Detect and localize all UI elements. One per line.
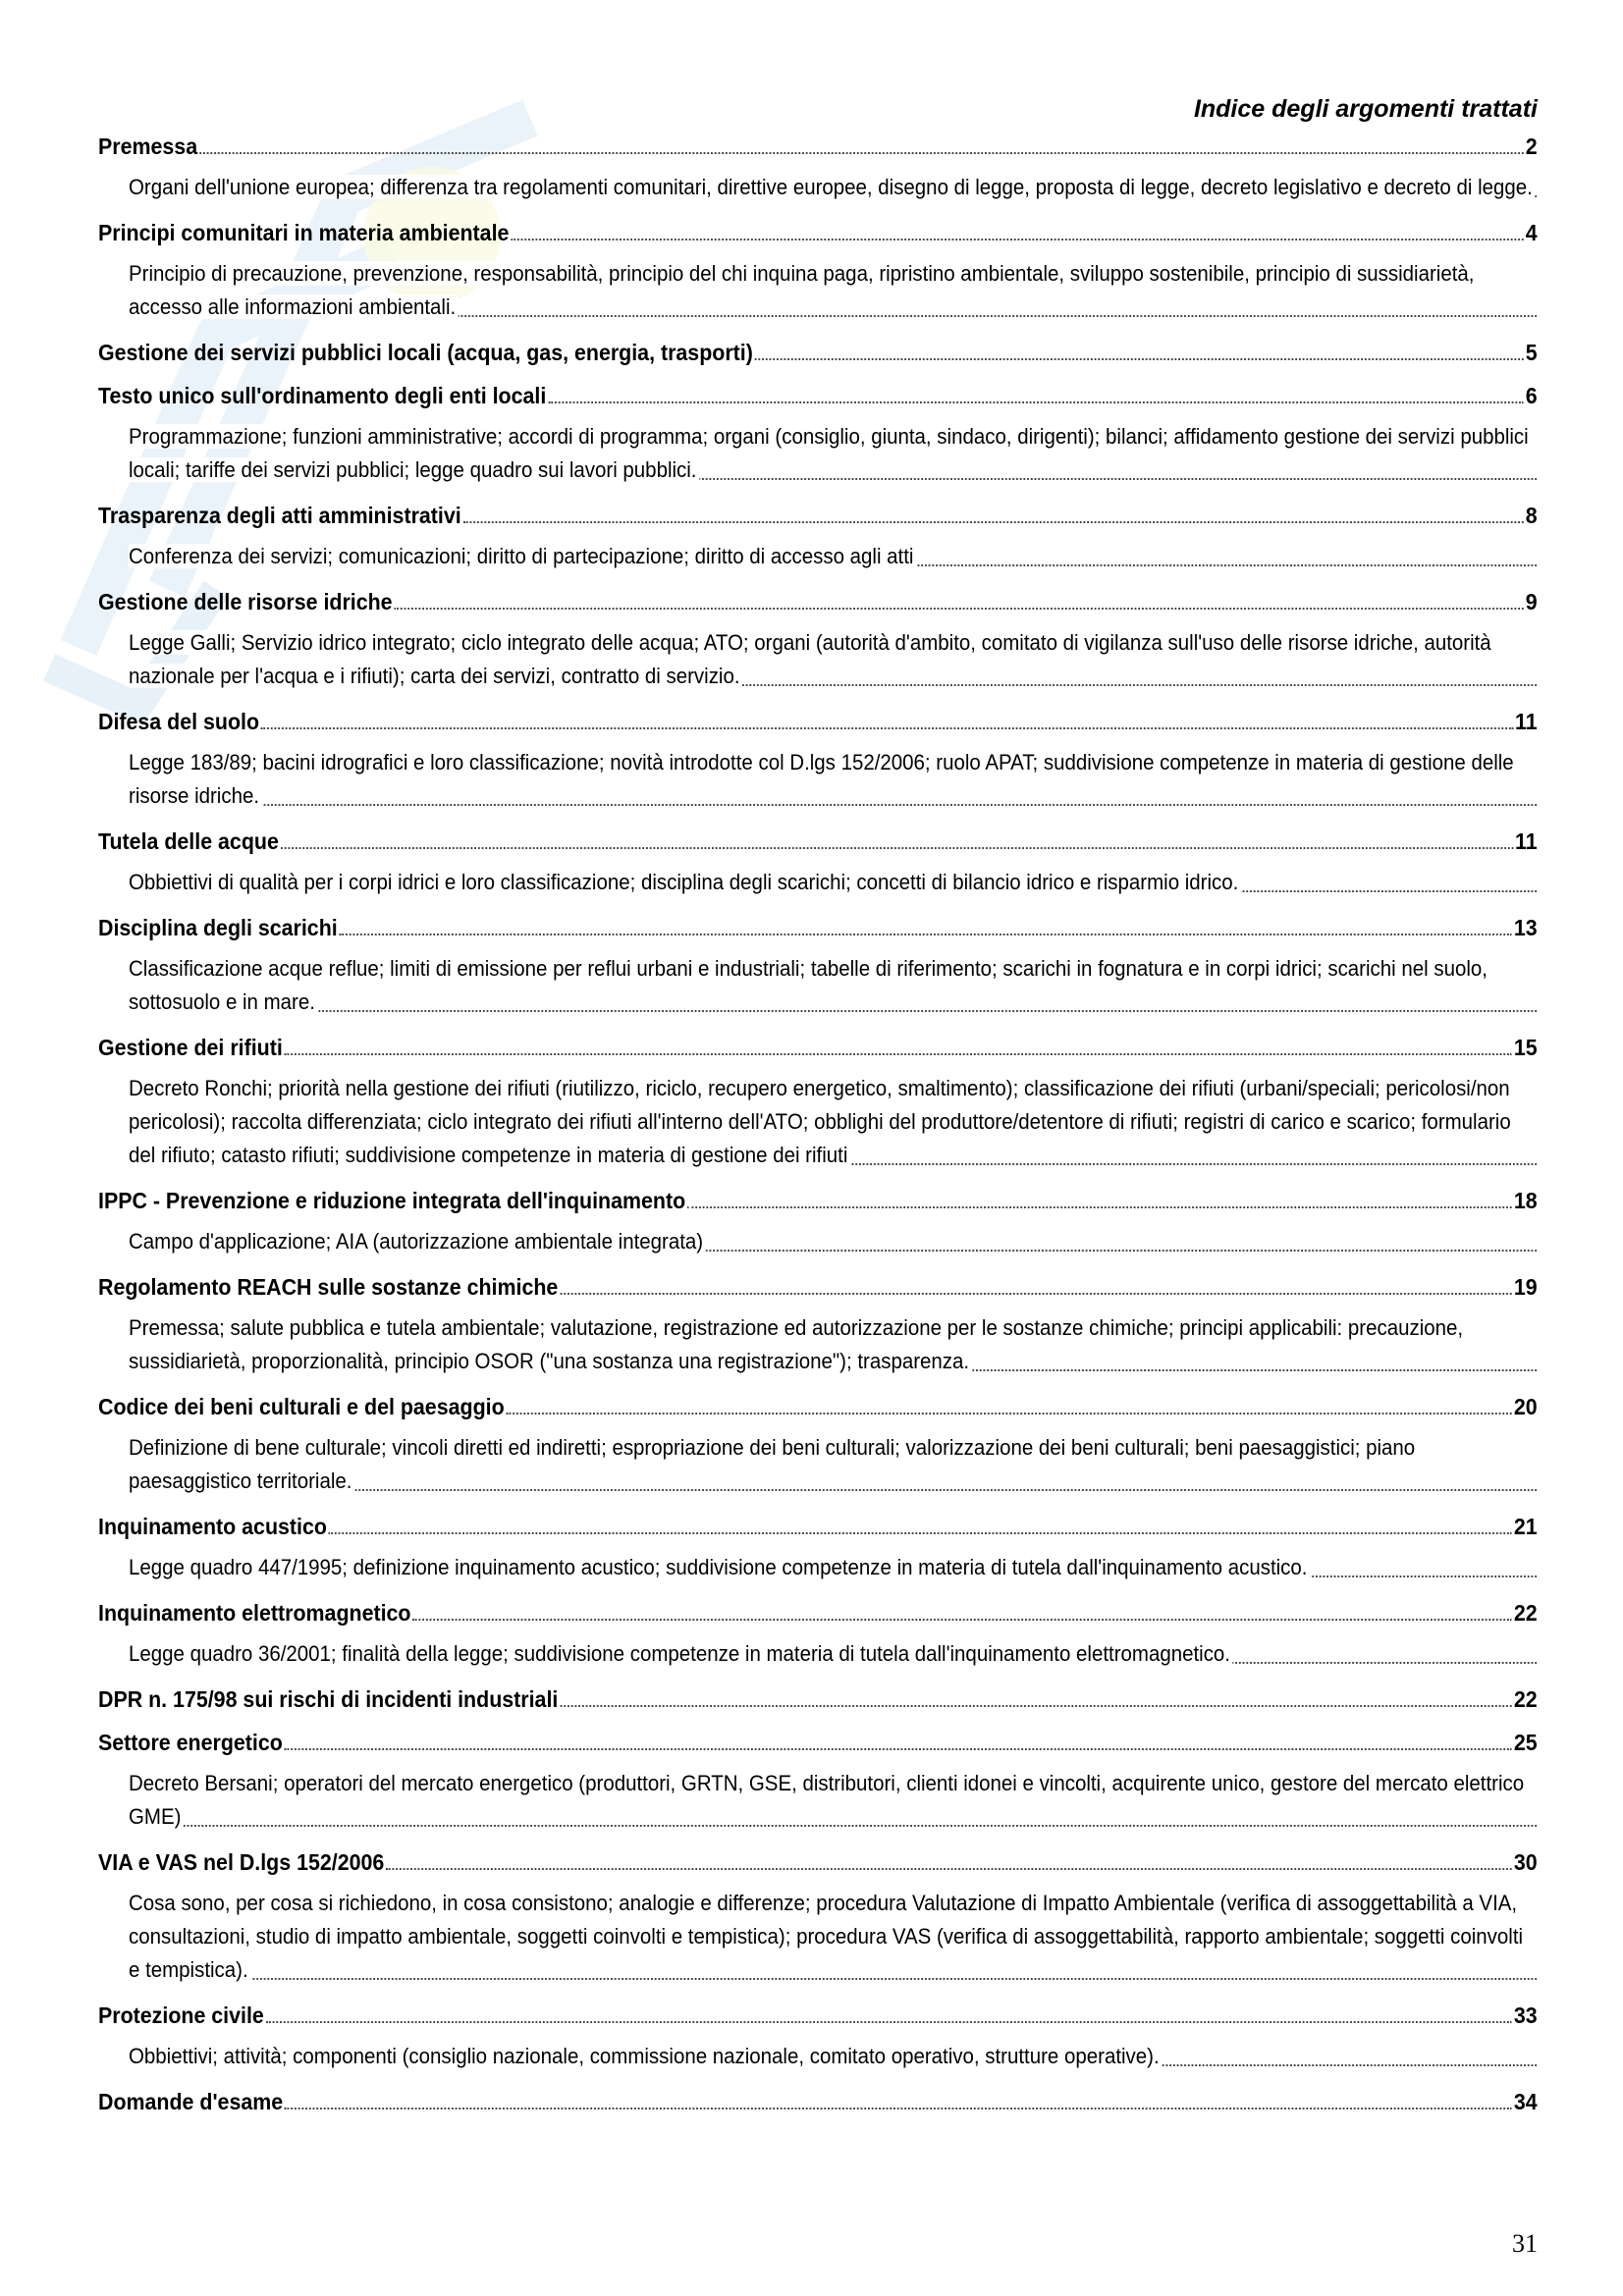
- dot-leader: [285, 1748, 1512, 1750]
- toc-heading[interactable]: [98, 338, 1538, 367]
- toc-description: [129, 1072, 1537, 1172]
- toc-description-text: Premessa; salute pubblica e tutela ambientale; valutazione, registrazione ed autorizzazione per le sostanze chimiche; principi applicabili: precauzione, sussidiarietà, proporzionalità, principio OSOR ("una sostanza una registrazione"); trasparenza.: [129, 1315, 1464, 1373]
- toc-heading[interactable]: [98, 1272, 1538, 1302]
- toc-heading-text: Inquinamento elettromagnetico: [98, 1600, 411, 1626]
- toc-description: [129, 257, 1537, 324]
- toc-heading-text: Gestione delle risorse idriche: [98, 589, 393, 614]
- toc-heading-text: Inquinamento acustico: [98, 1514, 327, 1539]
- toc-description: [129, 1311, 1537, 1378]
- toc-description-text: Principio di precauzione, prevenzione, responsabilità, principio del chi inquina paga, ripristino ambientale, sviluppo sostenibile, principio di sussidiarietà, accesso alle informazioni ambientali.: [129, 261, 1475, 319]
- table-of-contents: [98, 132, 1538, 2130]
- page-number: 31: [1512, 2229, 1538, 2258]
- toc-heading[interactable]: [98, 1392, 1538, 1421]
- toc-description-text: Organi dell'unione europea; differenza tra regolamenti comunitari, direttive europee, disegno di legge, proposta di legge, decreto legislativo e decreto di legge.: [129, 175, 1536, 199]
- toc-entry: [98, 827, 1538, 899]
- toc-description-text: Classificazione acque reflue; limiti di emissione per reflui urbani e industriali; tabelle di riferimento; scarichi in fognatura e in corpi idrici; scarichi nel suolo, sottosuolo e in mare.: [129, 956, 1488, 1014]
- toc-description-text: Conferenza dei servizi; comunicazioni; diritto di partecipazione; diritto di accesso agli atti: [129, 544, 916, 568]
- toc-description: [129, 171, 1537, 204]
- toc-entry: [98, 1186, 1538, 1258]
- dot-leader: [199, 152, 1524, 154]
- toc-description: [129, 1551, 1537, 1584]
- toc-page-number: 5: [1525, 340, 1538, 365]
- toc-description: [129, 1225, 1537, 1258]
- dot-leader: [412, 1619, 1512, 1621]
- dot-leader: [329, 1532, 1512, 1534]
- toc-heading[interactable]: [98, 913, 1538, 942]
- toc-heading-text: Settore energetico: [98, 1730, 283, 1755]
- toc-heading-text: Premessa: [98, 133, 198, 159]
- toc-description-text: Legge quadro 36/2001; finalità della legge; suddivisione competenze in materia di tutela dall'inquinamento elettromagnetico.: [129, 1641, 1233, 1666]
- toc-heading[interactable]: [98, 587, 1538, 616]
- toc-page-number: 25: [1513, 1730, 1538, 1755]
- toc-description: [129, 746, 1537, 813]
- toc-heading-text: Difesa del suolo: [98, 709, 260, 734]
- toc-page-number: 22: [1513, 1686, 1538, 1712]
- toc-entry: [98, 1392, 1538, 1498]
- toc-description-text: Legge 183/89; bacini idrografici e loro classificazione; novità introdotte col D.lgs 152/2006; ruolo APAT; suddivisione competenze in materia di gestione delle risorse idriche.: [129, 750, 1514, 808]
- toc-entry: [98, 913, 1538, 1019]
- dot-leader: [560, 1293, 1512, 1295]
- toc-heading[interactable]: [98, 501, 1538, 530]
- toc-page-number: 2: [1525, 133, 1538, 159]
- dot-leader: [266, 2021, 1512, 2023]
- dot-leader: [285, 1053, 1512, 1055]
- toc-entry: [98, 1272, 1538, 1378]
- toc-description-text: Legge quadro 447/1995; definizione inquinamento acustico; suddivisione competenze in materia di tutela dall'inquinamento acustico.: [129, 1555, 1310, 1579]
- toc-heading[interactable]: [98, 1684, 1538, 1714]
- toc-description: [129, 420, 1537, 487]
- toc-heading-text: Disciplina degli scarichi: [98, 915, 338, 940]
- toc-page-number: 11: [1514, 709, 1538, 734]
- dot-leader: [463, 521, 1524, 523]
- toc-heading-text: DPR n. 175/98 sui rischi di incidenti industriali: [98, 1686, 559, 1712]
- toc-heading[interactable]: [98, 1847, 1538, 1877]
- toc-description: [129, 866, 1537, 899]
- toc-page-number: 33: [1513, 2002, 1538, 2028]
- toc-heading-text: Regolamento REACH sulle sostanze chimiche: [98, 1274, 559, 1300]
- toc-description: [129, 1637, 1537, 1671]
- toc-description-text: Cosa sono, per cosa si richiedono, in cosa consistono; analogie e differenze; procedura Valutazione di Impatto Ambientale (verifica di assoggettabilità a VIA, consultazioni, studio di impatto ambientale, soggetti coinvolti e tempistica); procedura VAS (verifica di assoggettabilità, rapporto ambientale; soggetti coinvolti e tempistica).: [129, 1891, 1524, 1982]
- toc-heading[interactable]: [98, 1033, 1538, 1062]
- toc-page-number: 6: [1525, 383, 1538, 408]
- toc-page-number: 20: [1513, 1394, 1538, 1419]
- toc-entry: [98, 1728, 1538, 1834]
- toc-heading-text: Gestione dei rifiuti: [98, 1035, 283, 1060]
- toc-page-number: 34: [1513, 2089, 1538, 2114]
- toc-heading[interactable]: [98, 1598, 1538, 1628]
- dot-leader: [394, 608, 1523, 610]
- dot-leader: [560, 1705, 1512, 1707]
- dot-leader: [340, 934, 1512, 935]
- dot-leader: [281, 847, 1513, 849]
- toc-page-number: 18: [1513, 1188, 1538, 1213]
- toc-description-text: Campo d'applicazione; AIA (autorizzazione ambientale integrata): [129, 1229, 706, 1254]
- toc-heading-text: Codice dei beni culturali e del paesaggio: [98, 1394, 505, 1419]
- toc-description-text: Programmazione; funzioni amministrative; accordi di programma; organi (consiglio, giunta, sindaco, dirigenti); bilanci; affidamento gestione dei servizi pubblici locali; tariffe dei servizi pubblici; legge quadro sui lavori pubblici.: [129, 424, 1529, 482]
- toc-heading[interactable]: [98, 1728, 1538, 1757]
- toc-page-number: 15: [1513, 1035, 1538, 1060]
- toc-heading[interactable]: [98, 218, 1538, 247]
- dot-leader: [507, 1413, 1512, 1415]
- toc-heading-text: VIA e VAS nel D.lgs 152/2006: [98, 1849, 385, 1875]
- toc-description: [129, 1431, 1537, 1498]
- toc-entry: [98, 1512, 1538, 1584]
- toc-description-text: Definizione di bene culturale; vincoli diretti ed indiretti; espropriazione dei beni culturali; valorizzazione dei beni culturali; beni paesaggistici; piano paesaggistico territoriale.: [129, 1435, 1416, 1493]
- toc-heading[interactable]: [98, 1512, 1538, 1541]
- toc-description: [129, 2040, 1537, 2073]
- toc-description-text: Obbiettivi di qualità per i corpi idrici e loro classificazione; disciplina degli scarichi; concetti di bilancio idrico e risparmio idrico.: [129, 870, 1241, 894]
- toc-page-number: 9: [1525, 589, 1538, 614]
- toc-page-number: 30: [1513, 1849, 1538, 1875]
- toc-heading[interactable]: [98, 707, 1538, 736]
- toc-entry: [98, 501, 1538, 573]
- toc-entry: [98, 1847, 1538, 1987]
- toc-heading-text: Protezione civile: [98, 2002, 264, 2028]
- toc-entry: [98, 1033, 1538, 1172]
- dot-leader: [755, 358, 1524, 360]
- toc-heading[interactable]: [98, 2001, 1538, 2030]
- toc-description-text: Decreto Bersani; operatori del mercato energetico (produttori, GRTN, GSE, distributori, clienti idonei e vincolti, acquirente unico, gestore del mercato elettrico GME): [129, 1771, 1525, 1829]
- toc-entry: [98, 2001, 1538, 2073]
- toc-description: [129, 952, 1537, 1019]
- toc-entry: [98, 132, 1538, 204]
- toc-heading-text: Tutela delle acque: [98, 828, 279, 854]
- toc-heading-text: Trasparenza degli atti amministrativi: [98, 503, 461, 528]
- toc-page-number: 11: [1514, 828, 1538, 854]
- toc-page-number: 4: [1525, 220, 1538, 245]
- toc-description-text: Legge Galli; Servizio idrico integrato; ciclo integrato delle acqua; ATO; organi (autorità d'ambito, comitato di vigilanza sull'uso delle risorse idriche, autorità nazionale per l'acqua e i rifiuti); carta dei servizi, contratto di servizio.: [129, 630, 1491, 688]
- toc-page-number: 13: [1513, 915, 1538, 940]
- toc-description-text: Decreto Ronchi; priorità nella gestione dei rifiuti (riutilizzo, riciclo, recupero energetico, smaltimento); classificazione dei rifiuti (urbani/speciali; pericolosi/non pericolosi); raccolta differenziata; ciclo integrato dei rifiuti all'interno dell'ATO; obblighi del produttore/detentore di rifiuti; registri di carico e scarico; formulario del rifiuto; catasto rifiuti; suddivisione competenze in materia di gestione dei rifiuti: [129, 1076, 1511, 1167]
- page-title: Indice degli argomenti trattati: [1193, 95, 1538, 123]
- toc-entry: [98, 381, 1538, 487]
- toc-page-number: 21: [1513, 1514, 1538, 1539]
- dot-leader: [386, 1868, 1512, 1870]
- dot-leader: [511, 239, 1524, 240]
- dot-leader: [285, 2108, 1512, 2109]
- toc-heading-text: IPPC - Prevenzione e riduzione integrata dell'inquinamento: [98, 1188, 686, 1213]
- dot-leader: [687, 1206, 1512, 1208]
- toc-entry: [98, 218, 1538, 324]
- toc-page-number: 19: [1513, 1274, 1538, 1300]
- toc-description: [129, 626, 1537, 693]
- toc-description-text: Obbiettivi; attività; componenti (consiglio nazionale, commissione nazionale, comitato operativo, strutture operative).: [129, 2044, 1162, 2068]
- toc-entry: [98, 2087, 1538, 2116]
- toc-heading[interactable]: [98, 381, 1538, 410]
- toc-entry: [98, 707, 1538, 813]
- toc-heading-text: Gestione dei servizi pubblici locali (acqua, gas, energia, trasporti): [98, 340, 753, 365]
- toc-description: [129, 540, 1537, 573]
- toc-heading-text: Principi comunitari in materia ambientale: [98, 220, 510, 245]
- toc-heading[interactable]: [98, 132, 1538, 161]
- toc-page-number: 22: [1513, 1600, 1538, 1626]
- toc-description: [129, 1767, 1537, 1834]
- toc-entry: [98, 1598, 1538, 1671]
- toc-entry: [98, 587, 1538, 693]
- toc-entry: [98, 1684, 1538, 1714]
- toc-heading[interactable]: [98, 1186, 1538, 1215]
- toc-heading-text: Domande d'esame: [98, 2089, 284, 2114]
- toc-description: [129, 1887, 1537, 1987]
- dot-leader: [261, 727, 1513, 729]
- toc-heading[interactable]: [98, 827, 1538, 856]
- dot-leader: [548, 401, 1524, 403]
- toc-page-number: 8: [1525, 503, 1538, 528]
- toc-heading-text: Testo unico sull'ordinamento degli enti locali: [98, 383, 547, 408]
- toc-heading[interactable]: [98, 2087, 1538, 2116]
- toc-entry: [98, 338, 1538, 367]
